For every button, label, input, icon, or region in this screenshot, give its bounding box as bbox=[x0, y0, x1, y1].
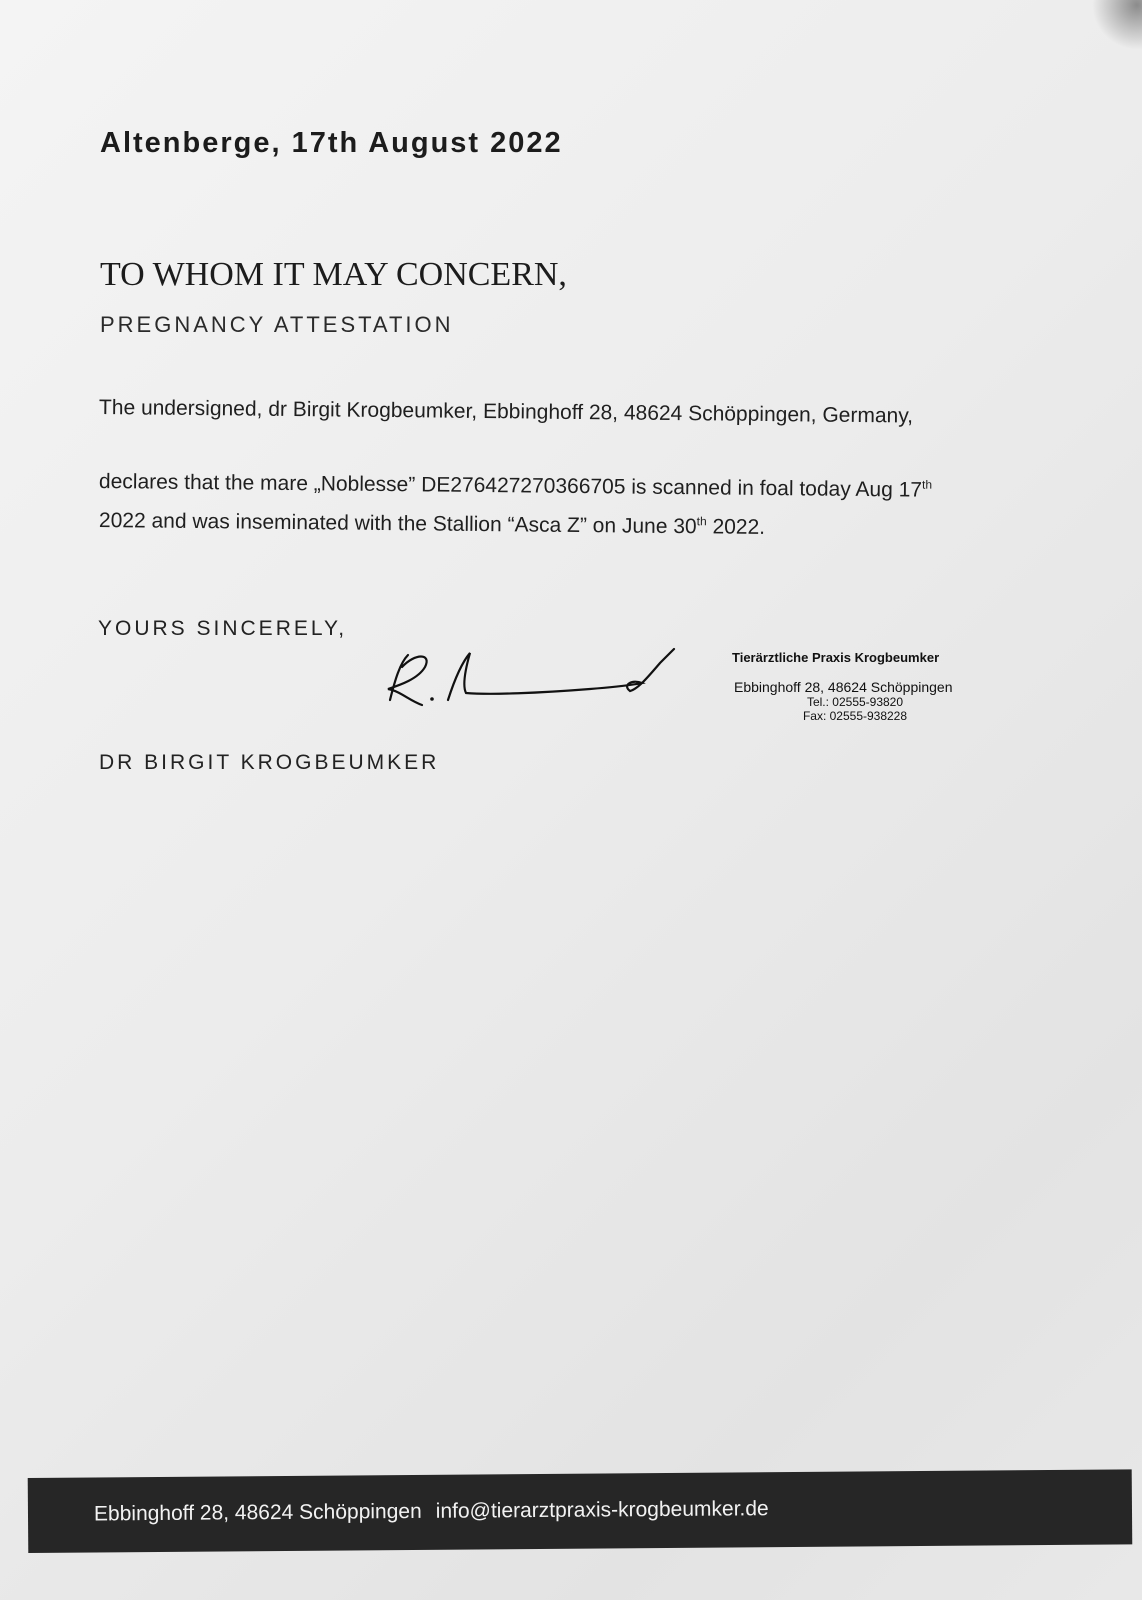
salutation: TO WHOM IT MAY CONCERN, bbox=[100, 256, 567, 293]
stamp-fax: Fax: 02555-938228 bbox=[802, 709, 908, 723]
body-line-2 bbox=[99, 470, 932, 503]
signer-name: DR BIRGIT KROGBEUMKER bbox=[99, 751, 440, 774]
practice-stamp bbox=[720, 650, 990, 723]
body-line-1-text: The undersigned, dr Birgit Krogbeumker, Ebbinghoff 28, 48624 Schöppingen, Germany, bbox=[98, 396, 914, 428]
footer-bar bbox=[28, 1469, 1133, 1553]
body-line-1 bbox=[99, 396, 913, 429]
stamp-practice-name: Tierärztliche Praxis Krogbeumker bbox=[732, 650, 940, 665]
body-line-2-text: declares that the mare „Noblesse” DE276427270366705 is scanned in foal today Aug 17 bbox=[98, 470, 923, 502]
letter-date: Altenberge, 17th August 2022 bbox=[100, 127, 563, 159]
body-line-3-end: 2022. bbox=[706, 515, 766, 539]
footer-address: Ebbinghoff 28, 48624 Schöppingen bbox=[93, 1499, 422, 1526]
closing: YOURS SINCERELY, bbox=[98, 617, 348, 640]
stamp-telephone: Tel.: 02555-93820 bbox=[806, 695, 904, 709]
document-subtitle: PREGNANCY ATTESTATION bbox=[100, 312, 454, 337]
footer-email[interactable]: info@tierarztpraxis-krogbeumker.de bbox=[435, 1497, 769, 1523]
handwritten-signature bbox=[370, 645, 690, 720]
body-line-3-text: 2022 and was inseminated with the Stallion “Asca Z” on June 30 bbox=[98, 509, 697, 539]
footer-contact bbox=[94, 1497, 769, 1526]
ordinal-suffix: th bbox=[696, 514, 707, 529]
body-line-3 bbox=[99, 509, 765, 540]
ordinal-suffix: th bbox=[922, 477, 933, 492]
page-corner-shadow bbox=[1092, 0, 1142, 50]
stamp-address: Ebbinghoff 28, 48624 Schöppingen bbox=[734, 679, 953, 695]
